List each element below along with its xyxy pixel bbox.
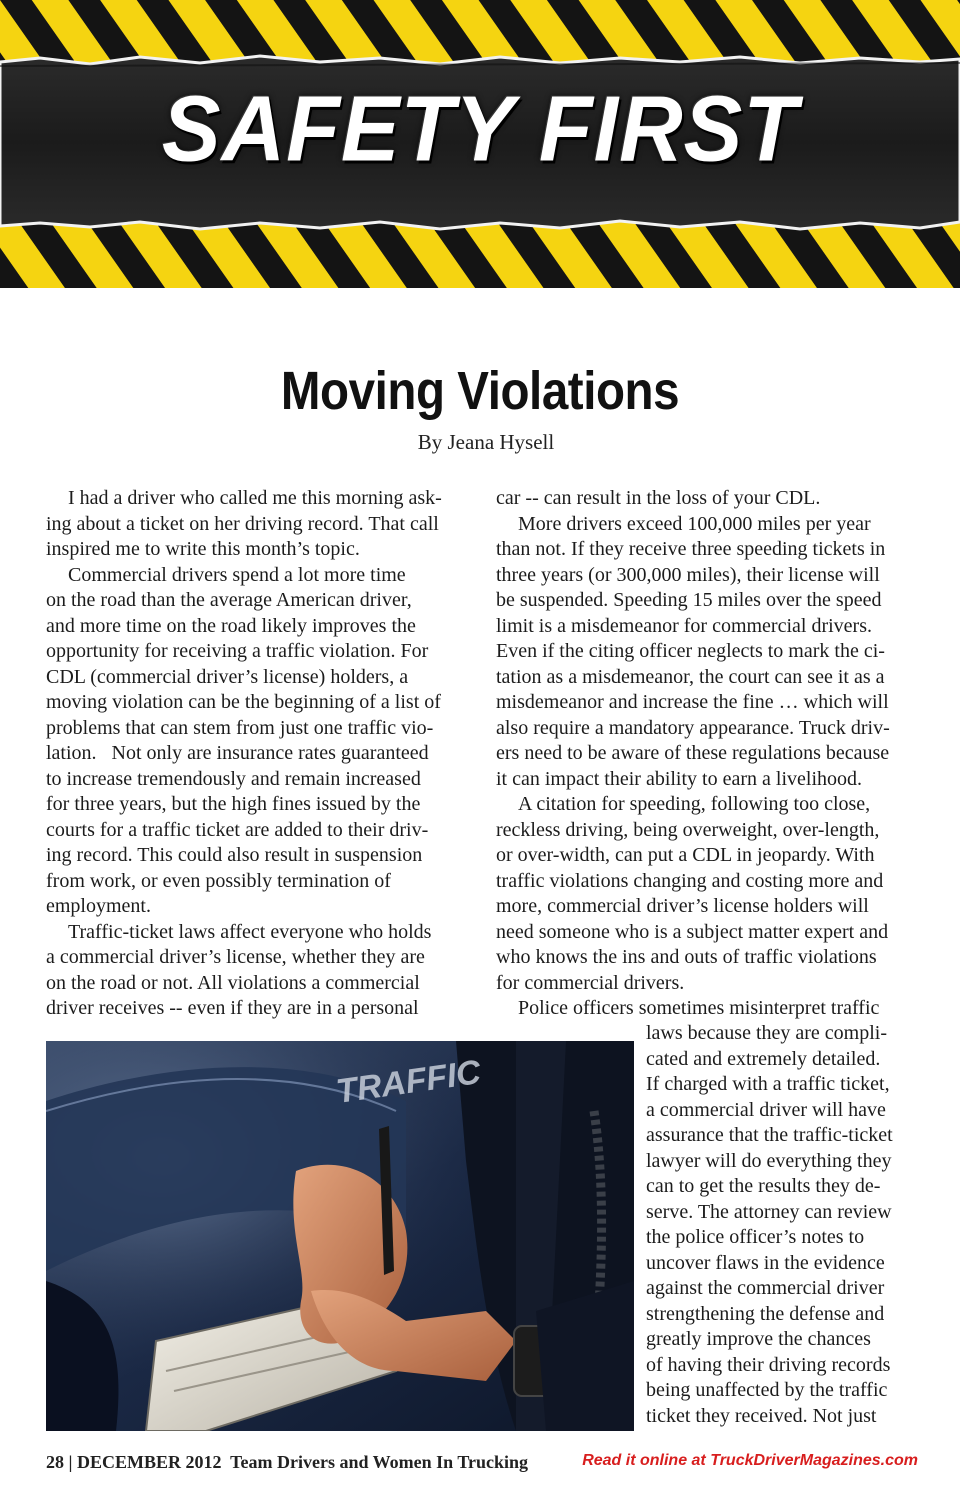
text-line: moving violation can be the beginning of a list of xyxy=(46,691,441,713)
photo-illustration xyxy=(46,1041,634,1431)
text-line: driver receives -- even if they are in a personal xyxy=(46,997,419,1019)
text-line: misdemeanor and increase the fine … which will xyxy=(496,691,889,713)
text-line: If charged with a traffic ticket, xyxy=(646,1073,890,1095)
text-line: lawyer will do everything they xyxy=(646,1149,892,1172)
article-headline: Moving Violations xyxy=(280,361,680,421)
text-line: Even if the citing officer neglects to mark the ci- xyxy=(496,640,885,662)
text-line: Traffic-ticket laws affect everyone who holds xyxy=(68,920,432,943)
text-line: the police officer’s notes to xyxy=(646,1226,865,1248)
text-line: Police officers sometimes misinterpret traffic xyxy=(518,997,880,1019)
text-line: problems that can stem from just one traffic vio- xyxy=(46,716,434,739)
text-line: ing about a ticket on her driving record. That call xyxy=(46,512,439,535)
traffic-vehicle-text: TRAFFIC xyxy=(333,1053,484,1111)
text-line: more, commercial driver’s license holders will xyxy=(496,895,869,917)
text-line: greatly improve the chances xyxy=(646,1328,871,1350)
text-line: of having their driving records xyxy=(646,1353,891,1376)
text-line: traffic violations changing and costing more and xyxy=(496,869,884,892)
text-line: opportunity for receiving a traffic violation. For xyxy=(46,640,429,662)
text-line: strengthening the defense and xyxy=(646,1302,885,1325)
text-line: inspired me to write this month’s topic. xyxy=(46,538,360,560)
text-line: ing record. This could also result in suspension xyxy=(46,844,423,866)
text-line: being unaffected by the traffic xyxy=(646,1379,888,1401)
text-line: need someone who is a subject matter expert and xyxy=(496,920,889,943)
text-line: More drivers exceed 100,000 miles per year xyxy=(518,512,871,535)
footer-page-info: 28 | DECEMBER 2012 Team Drivers and Women In Trucking xyxy=(46,1452,529,1472)
text-line: laws because they are compli- xyxy=(646,1022,888,1044)
text-line: on the road or not. All violations a commercial xyxy=(46,971,420,994)
text-line: car -- can result in the loss of your CDL. xyxy=(496,487,821,509)
text-line: cated and extremely detailed. xyxy=(646,1047,881,1070)
text-line: from work, or even possibly termination of xyxy=(46,869,391,892)
text-line: three years (or 300,000 miles), their license will xyxy=(496,563,880,586)
text-line: courts for a traffic ticket are added to their driv- xyxy=(46,818,429,841)
text-line: I had a driver who called me this morning ask- xyxy=(68,487,442,509)
text-line: uncover flaws in the evidence xyxy=(646,1251,885,1274)
text-line: employment. xyxy=(46,895,151,917)
text-line: against the commercial driver xyxy=(646,1277,885,1299)
officer-writing-ticket-photo xyxy=(46,1041,634,1431)
text-line: for three years, but the high fines issued by the xyxy=(46,793,421,815)
safety-first-banner xyxy=(0,0,960,290)
text-line: for commercial drivers. xyxy=(496,971,685,994)
text-line: limit is a misdemeanor for commercial drivers. xyxy=(496,614,872,637)
text-line: on the road than the average American driver, xyxy=(46,589,412,611)
text-line: than not. If they receive three speeding tickets in xyxy=(496,538,886,560)
text-line: can to get the results they de- xyxy=(646,1175,881,1197)
footer-website-link[interactable]: Read it online at TruckDriverMagazines.com xyxy=(582,1452,918,1469)
banner-title: SAFETY FIRST xyxy=(161,76,799,181)
article-byline: By Jeana Hysell xyxy=(417,430,555,454)
text-line: or over-width, can put a CDL in jeopardy. With xyxy=(496,844,875,866)
text-line: tation as a misdemeanor, the court can see it as a xyxy=(496,665,885,688)
text-line: Commercial drivers spend a lot more time xyxy=(68,563,406,586)
article-left-column xyxy=(46,486,464,1022)
text-line: be suspended. Speeding 15 miles over the speed xyxy=(496,589,882,611)
text-line: assurance that the traffic-ticket xyxy=(646,1124,893,1146)
text-line: reckless driving, being overweight, over-length, xyxy=(496,818,880,841)
text-line: who knows the ins and outs of traffic violations xyxy=(496,946,877,968)
article-right-narrow-column xyxy=(646,1021,916,1429)
text-line: ers need to be aware of these regulations because xyxy=(496,742,890,764)
text-line: A citation for speeding, following too close, xyxy=(518,793,871,815)
text-line: a commercial driver’s license, whether they are xyxy=(46,946,425,968)
text-line: a commercial driver will have xyxy=(646,1098,886,1121)
text-line: also require a mandatory appearance. Truck driv- xyxy=(496,716,890,739)
text-line: serve. The attorney can review xyxy=(646,1200,892,1223)
text-line: to increase tremendously and remain increased xyxy=(46,767,421,790)
text-line: and more time on the road likely improves the xyxy=(46,614,416,637)
text-line: ticket they received. Not just xyxy=(646,1404,877,1427)
text-line: it can impact their ability to earn a livelihood. xyxy=(496,767,862,790)
text-line: lation. Not only are insurance rates guaranteed xyxy=(46,742,429,764)
article-right-column xyxy=(496,486,916,1022)
text-line: CDL (commercial driver’s license) holders, a xyxy=(46,665,409,688)
